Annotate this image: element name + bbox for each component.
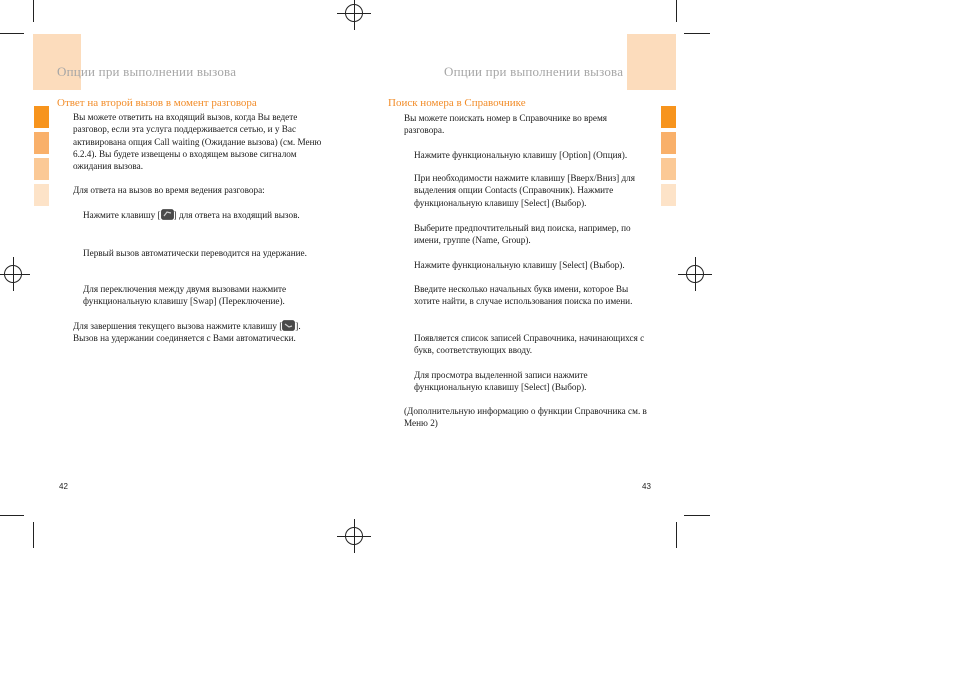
header-block-right xyxy=(627,34,676,90)
tab-3-right xyxy=(661,158,676,180)
page-number-right: 43 xyxy=(642,482,651,491)
section-title-left: Ответ на второй вызов в момент разговора xyxy=(57,97,257,109)
tab-2-right xyxy=(661,132,676,154)
end-text-c: Вызов на удержании соединяется с Вами автоматически. xyxy=(73,333,296,344)
running-title-left: Опции при выполнении вызова xyxy=(57,64,237,79)
step-enter-letters-right: Введите несколько начальных букв имени, которое Вы хотите найти, в случае использования поиска по имени. xyxy=(414,284,633,307)
paragraph-lead-left: Для ответа на вызов во время ведения разговора: xyxy=(73,185,265,195)
step-search-type-right: Выберите предпочтительный вид поиска, например, по имени, группе (Name, Group). xyxy=(414,223,631,246)
tab-1-left xyxy=(34,106,49,128)
running-title-right: Опции при выполнении вызова xyxy=(444,64,624,79)
registration-mark-icon xyxy=(345,4,363,22)
section-title-right: Поиск номера в Справочнике xyxy=(388,97,526,109)
crop-mark xyxy=(684,33,710,34)
header-block-left xyxy=(33,34,81,90)
step-answer-left xyxy=(83,209,313,221)
registration-mark-icon xyxy=(345,527,363,545)
step-hold-left: Первый вызов автоматически переводится на удержание. xyxy=(83,248,307,258)
crop-mark xyxy=(676,522,677,548)
step-list-right: Появляется список записей Справочника, начинающихся с букв, соответствующих вводу. xyxy=(414,333,645,356)
step-option-right: Нажмите функциональную клавишу [Option] (Опция). xyxy=(414,150,628,160)
tab-3-left xyxy=(34,158,49,180)
end-text-a: Для завершения текущего вызова нажмите клавишу [ xyxy=(73,321,283,331)
step-contacts-right: При необходимости нажмите клавишу [Вверх/Вниз] для выделения опции Contacts (Справочник). Нажмите функциональную клавишу [Select] (Выбор). xyxy=(414,173,635,208)
tab-4-right xyxy=(661,184,676,206)
step-view-entry-right: Для просмотра выделенной записи нажмите функциональную клавишу [Select] (Выбор). xyxy=(414,370,588,393)
step-answer-text-a: Нажмите клавишу [ xyxy=(83,210,161,220)
tab-1-right xyxy=(661,106,676,128)
page-number-left: 42 xyxy=(59,482,68,491)
registration-mark-icon xyxy=(4,265,22,283)
step-answer-text-b: ] для ответа на входящий вызов. xyxy=(173,210,300,220)
end-key-icon xyxy=(282,321,295,331)
crop-mark xyxy=(0,33,24,34)
tab-4-left xyxy=(34,184,49,206)
send-key-icon xyxy=(161,210,174,220)
crop-mark xyxy=(684,515,710,516)
crop-mark xyxy=(33,522,34,548)
step-swap-left: Для переключения между двумя вызовами нажмите функциональную клавишу [Swap] (Переключение). xyxy=(83,284,287,307)
tab-2-left xyxy=(34,132,49,154)
crop-mark xyxy=(0,515,24,516)
crop-mark xyxy=(676,0,677,22)
paragraph-end-call-left xyxy=(73,320,333,345)
step-select-right: Нажмите функциональную клавишу [Select] (Выбор). xyxy=(414,260,625,270)
registration-mark-icon xyxy=(686,265,704,283)
note-right: (Дополнительную информацию о функции Справочника см. в Меню 2) xyxy=(404,406,647,429)
crop-mark xyxy=(33,0,34,22)
paragraph-intro-right: Вы можете поискать номер в Справочнике во время разговора. xyxy=(404,113,608,136)
paragraph-intro-left: Вы можете ответить на входящий вызов, когда Вы ведете разговор, если эта услуга поддерживается сетью, и у Вас активирована опция Call waiting (Ожидание вызова) (см. Меню 6.2.4). Вы будете извещены о входящем вызове сигналом ожидания вызова. xyxy=(73,112,322,172)
end-text-b: ]. xyxy=(295,321,301,331)
